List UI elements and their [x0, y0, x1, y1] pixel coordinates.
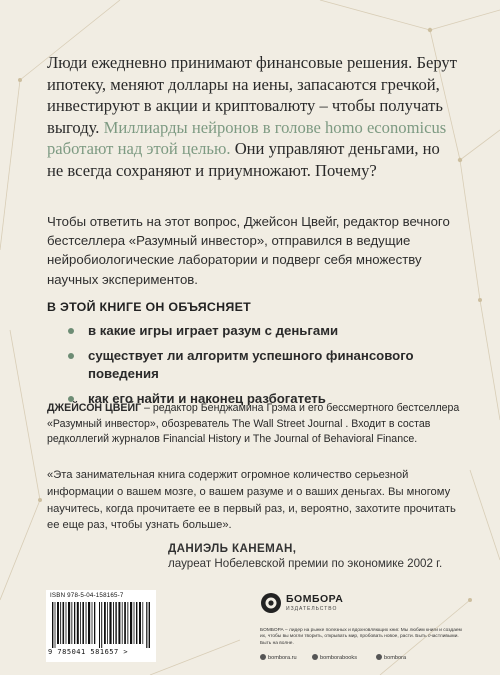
bullet-dot-icon — [68, 353, 74, 359]
bullet-text: как его найти и наконец разбогатеть — [88, 390, 326, 406]
lead-ending: Они управляют деньгами, но не всегда сохраняют и приумножают. Почему? — [47, 139, 440, 180]
social-telegram-text: bombora — [384, 655, 407, 661]
publisher-description: БОМБОРА – лидер на рынке полезных и вдохновляющих книг. Мы любим книги и создаем их, чтобы вы могли творить, открывать мир, пробовать новое, расти. Быть счастливыми. Быть на волне. — [260, 628, 462, 646]
social-vk[interactable] — [312, 654, 357, 661]
endorsement-quote: «Эта занимательная книга содержит огромное количество серьезной информации о вашем мозге, о вашем разуме и о ваших деньгах. Вы многому научитесь, когда прочитаете ее в первый раз, и, вероятно, захотите прочитать ее еще раз, чтобы узнать больше». — [47, 469, 456, 532]
bullet-item — [88, 322, 418, 341]
publisher-logo — [260, 590, 350, 618]
bullet-text: существует ли алгоритм успешного финансового поведения — [88, 347, 414, 381]
author-bio-text: – редактор Бенджамина Грэма и его бессмертного бестселлера «Разумный инвестор», обозреватель The Wall Street Journal . Входит в состав редколлегий журналов Financial History и The Journal of Behavioral Finance. — [47, 402, 460, 446]
section-title: В ЭТОЙ КНИГЕ ОН ОБЪЯСНЯЕТ — [47, 300, 252, 314]
bombora-logo-icon — [260, 592, 282, 614]
social-website[interactable] — [260, 654, 297, 661]
publisher-socials — [260, 654, 470, 664]
lead-plain: Люди ежедневно принимают финансовые решения. Берут ипотеку, меняют доллары на иены, запасаются гречкой, инвестируют в акции и криптовалюту – чтобы получать выгоду. — [47, 53, 457, 137]
publisher-name: БОМБОРА — [286, 593, 344, 605]
barcode-block — [46, 590, 156, 662]
social-telegram[interactable] — [376, 654, 406, 661]
bullet-item — [88, 347, 418, 384]
attribution-name: ДАНИЭЛЬ КАНЕМАН, — [168, 542, 297, 555]
social-vk-text: bomborabooks — [320, 655, 358, 661]
quote-attribution — [168, 541, 468, 571]
social-website-text: bombora.ru — [268, 655, 297, 661]
author-name: ДЖЕЙСОН ЦВЕЙГ — [47, 402, 142, 414]
isbn-text: ISBN 978-5-04-158165-7 — [50, 592, 124, 599]
vk-icon — [312, 654, 318, 660]
barcode-icon — [52, 602, 150, 648]
telegram-icon — [376, 654, 382, 660]
globe-icon — [260, 654, 266, 660]
barcode-number: 9 785041 581657 > — [48, 648, 129, 656]
lead-paragraph — [47, 52, 457, 181]
lead-highlight: Миллиарды нейронов в голове homo economicus работают над этой целью. — [47, 117, 447, 158]
publisher-subtitle: ИЗДАТЕЛЬСТВО — [286, 606, 338, 612]
bullet-text: в какие игры играет разум с деньгами — [88, 323, 339, 338]
attribution-title: лауреат Нобелевской премии по экономике 2002 г. — [168, 557, 443, 570]
bullet-dot-icon — [68, 328, 74, 334]
author-bio — [47, 401, 467, 448]
intro-paragraph: Чтобы ответить на этот вопрос, Джейсон Цвейг, редактор вечного бестселлера «Разумный инвестор», отправился в ведущие нейробиологические лаборатории и подверг себя множеству научных экспериментов. — [47, 214, 450, 287]
